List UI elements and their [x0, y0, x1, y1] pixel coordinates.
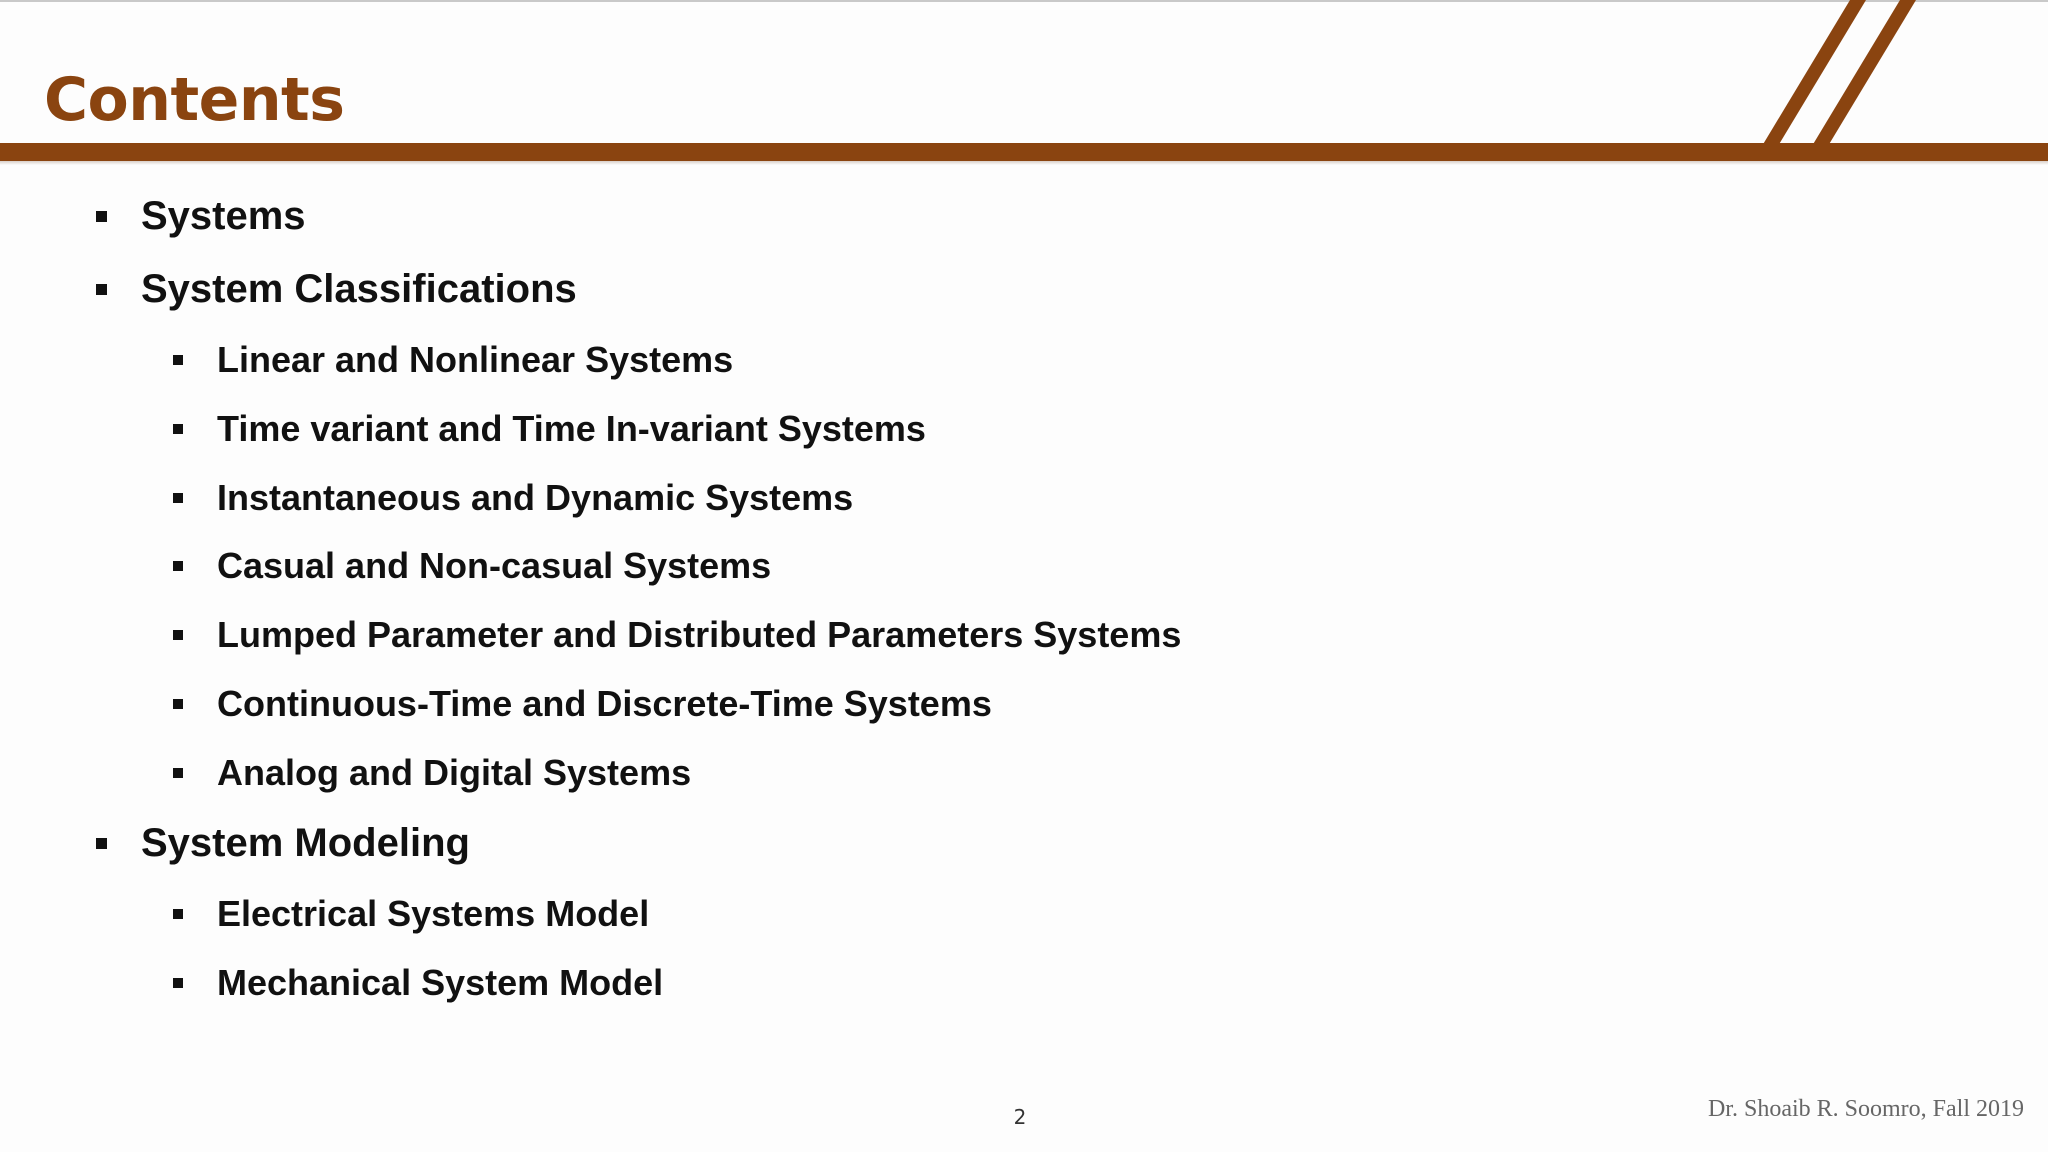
square-bullet-icon — [173, 978, 183, 988]
list-item — [96, 815, 470, 871]
list-item — [173, 609, 1181, 661]
list-item — [173, 334, 733, 386]
square-bullet-icon — [173, 424, 183, 434]
square-bullet-icon — [173, 699, 183, 709]
list-item — [173, 472, 853, 524]
list-item — [173, 747, 691, 799]
square-bullet-icon — [173, 630, 183, 640]
list-item-text: Lumped Parameter and Distributed Parameters Systems — [217, 614, 1182, 655]
square-bullet-icon — [173, 909, 183, 919]
square-bullet-icon — [96, 211, 107, 222]
list-item-text: Continuous-Time and Discrete-Time Systems — [217, 683, 992, 724]
list-item — [173, 678, 992, 730]
square-bullet-icon — [173, 768, 183, 778]
slide-title: Contents — [44, 65, 345, 135]
page-number: 2 — [1013, 1105, 1027, 1129]
square-bullet-icon — [173, 561, 183, 571]
footer-author: Dr. Shoaib R. Soomro, Fall 2019 — [1707, 1096, 2024, 1122]
list-item-text: Electrical Systems Model — [217, 893, 650, 934]
list-item — [96, 188, 306, 244]
list-item-text: Instantaneous and Dynamic Systems — [217, 477, 854, 518]
list-item-text: System Modeling — [141, 820, 470, 865]
list-item — [173, 540, 771, 592]
list-item-text: Linear and Nonlinear Systems — [217, 339, 734, 380]
square-bullet-icon — [173, 493, 183, 503]
list-item-text: Analog and Digital Systems — [217, 752, 692, 793]
square-bullet-icon — [96, 284, 107, 295]
list-item — [173, 957, 663, 1009]
list-item-text: System Classifications — [141, 266, 577, 311]
list-item — [96, 261, 577, 317]
list-item — [173, 403, 926, 455]
square-bullet-icon — [173, 355, 183, 365]
list-item-text: Casual and Non-casual Systems — [217, 545, 772, 586]
list-item-text: Time variant and Time In-variant Systems — [217, 408, 926, 449]
list-item-text: Systems — [141, 193, 306, 238]
square-bullet-icon — [96, 838, 107, 849]
list-item-text: Mechanical System Model — [217, 962, 664, 1003]
list-item — [173, 888, 649, 940]
